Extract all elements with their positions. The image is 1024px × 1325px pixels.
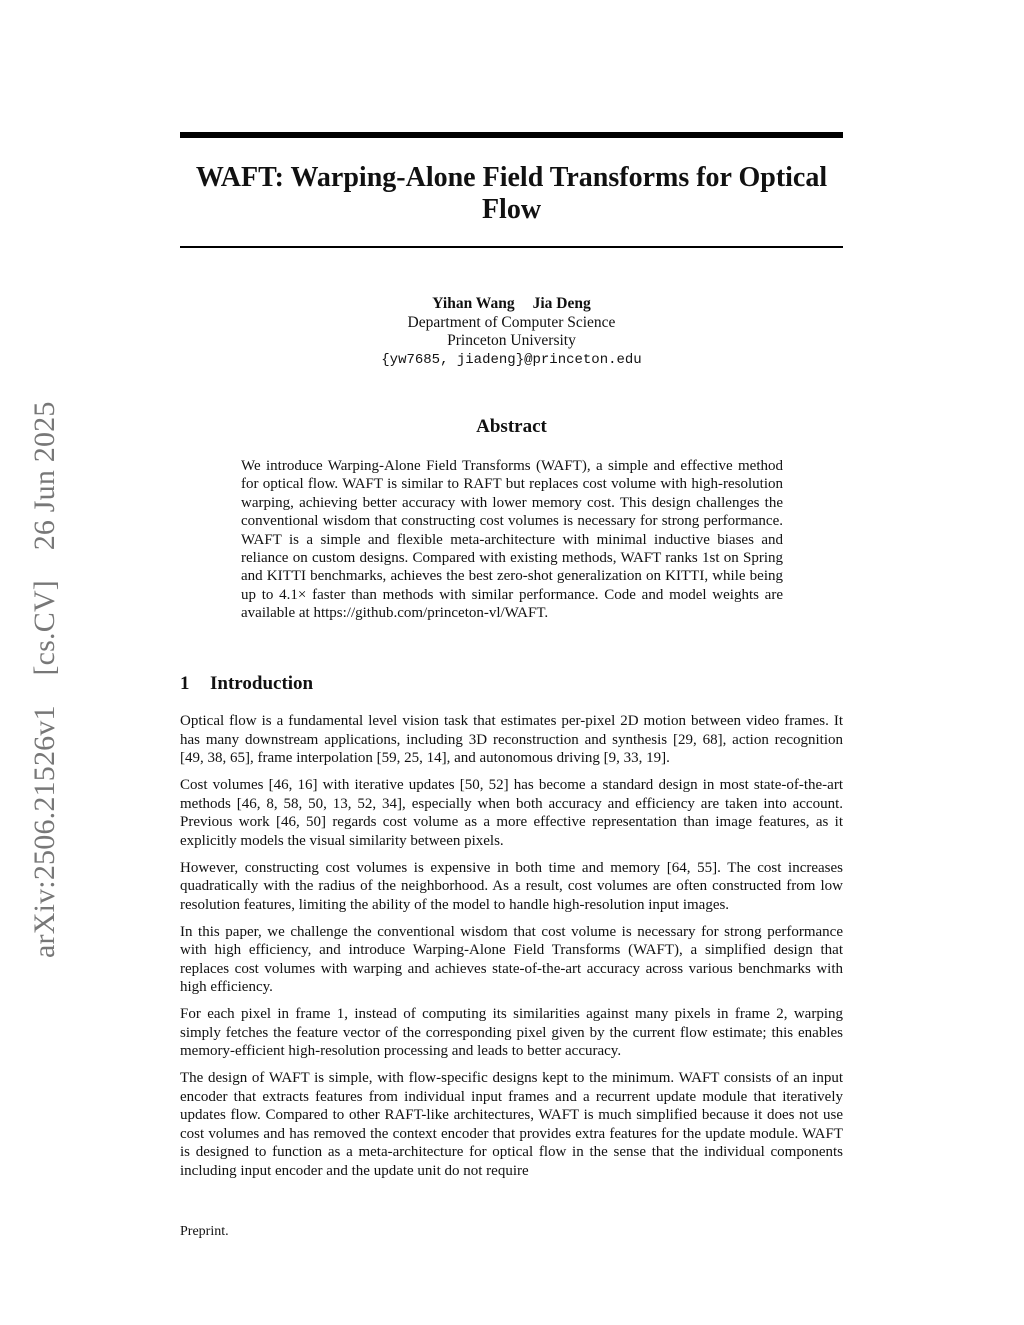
author-names: [180, 295, 843, 314]
section-number: 1: [180, 673, 190, 694]
introduction-body: [180, 712, 843, 1189]
author-block: [180, 295, 843, 369]
author-name: Yihan Wang: [432, 295, 515, 312]
paragraph: Optical flow is a fundamental level vision task that estimates per-pixel 2D motion between video frames. It has many downstream applications, including 3D reconstruction and synthesis [29, 68], action recognition [49, 38, 65], frame interpolation [59, 25, 14], and autonomous driving [9, 33, 19].: [180, 713, 843, 766]
author-email: {yw7685, jiadeng}@princeton.edu: [381, 351, 642, 368]
abstract-heading: Abstract: [476, 416, 547, 437]
paragraph: For each pixel in frame 1, instead of computing its similarities against many pixels in frame 2, warping simply fetches the feature vector of the corresponding pixel given by the current flow estimate; this enables memory-efficient high-resolution processing and leads to better accuracy.: [180, 1006, 843, 1059]
arxiv-date: 26 Jun 2025: [28, 401, 61, 551]
author-name: Jia Deng: [532, 295, 591, 312]
arxiv-id: arXiv:2506.21526v1: [28, 705, 61, 958]
paragraph: In this paper, we challenge the conventional wisdom that cost volume is necessary for strong performance with high efficiency, and introduce Warping-Alone Field Transforms (WAFT), a simplified design that replaces cost volumes with warping and achieves state-of-the-art accuracy across various benchmarks with high efficiency.: [180, 923, 843, 995]
affiliation: Department of Computer Science: [407, 313, 616, 331]
paragraph: However, constructing cost volumes is expensive in both time and memory [64, 55]. The cost increases quadratically with the radius of the neighborhood. As a result, cost volumes are often constructed from low resolution features, limiting the ability of the model to handle high-resolution input images.: [180, 859, 843, 913]
arxiv-sidebar-stamp: [28, 401, 62, 958]
institution: Princeton University: [447, 332, 576, 349]
arxiv-category: [cs.CV]: [28, 580, 61, 676]
paragraph: Cost volumes [46, 16] with iterative updates [50, 52] has become a standard design in most state-of-the-art methods [46, 8, 58, 50, 13, 52, 34], especially when both accuracy and efficiency are taken into account. Previous work [46, 50] regards cost volume as a more effective representation than image features, as it explicitly models the visual similarity between pixels.: [180, 777, 843, 849]
paper-title: WAFT: Warping-Alone Field Transforms for Optical Flow: [195, 162, 828, 225]
section-title: Introduction: [210, 673, 314, 694]
title-bottom-rule: [180, 246, 843, 248]
title-top-rule: [180, 132, 843, 138]
section-heading-introduction: [180, 673, 313, 695]
paragraph: The design of WAFT is simple, with flow-specific designs kept to the minimum. WAFT consists of an input encoder that extracts features from individual input frames and a recurrent update module that iteratively updates flow. Compared to other RAFT-like architectures, WAFT is much simplified because it does not use cost volumes and has removed the context encoder that provides extra features for the update module. WAFT is designed to function as a meta-architecture for optical flow in the sense that the individual components including input encoder and the update unit do not require: [180, 1070, 843, 1179]
abstract-text: We introduce Warping-Alone Field Transforms (WAFT), a simple and effective method for optical flow. WAFT is similar to RAFT but replaces cost volume with high-resolution warping, achieving better accuracy with lower memory cost. This design challenges the conventional wisdom that constructing cost volumes is necessary for strong performance. WAFT is a simple and flexible meta-architecture with minimal inductive biases and reliance on custom designs. Compared with existing methods, WAFT ranks 1st on Spring and KITTI benchmarks, achieves the best zero-shot generalization on KITTI, while being up to 4.1× faster than methods with similar performance. Code and model weights are available at https://github.com/princeton-vl/WAFT.: [241, 458, 783, 622]
footer-note: Preprint.: [180, 1224, 229, 1239]
